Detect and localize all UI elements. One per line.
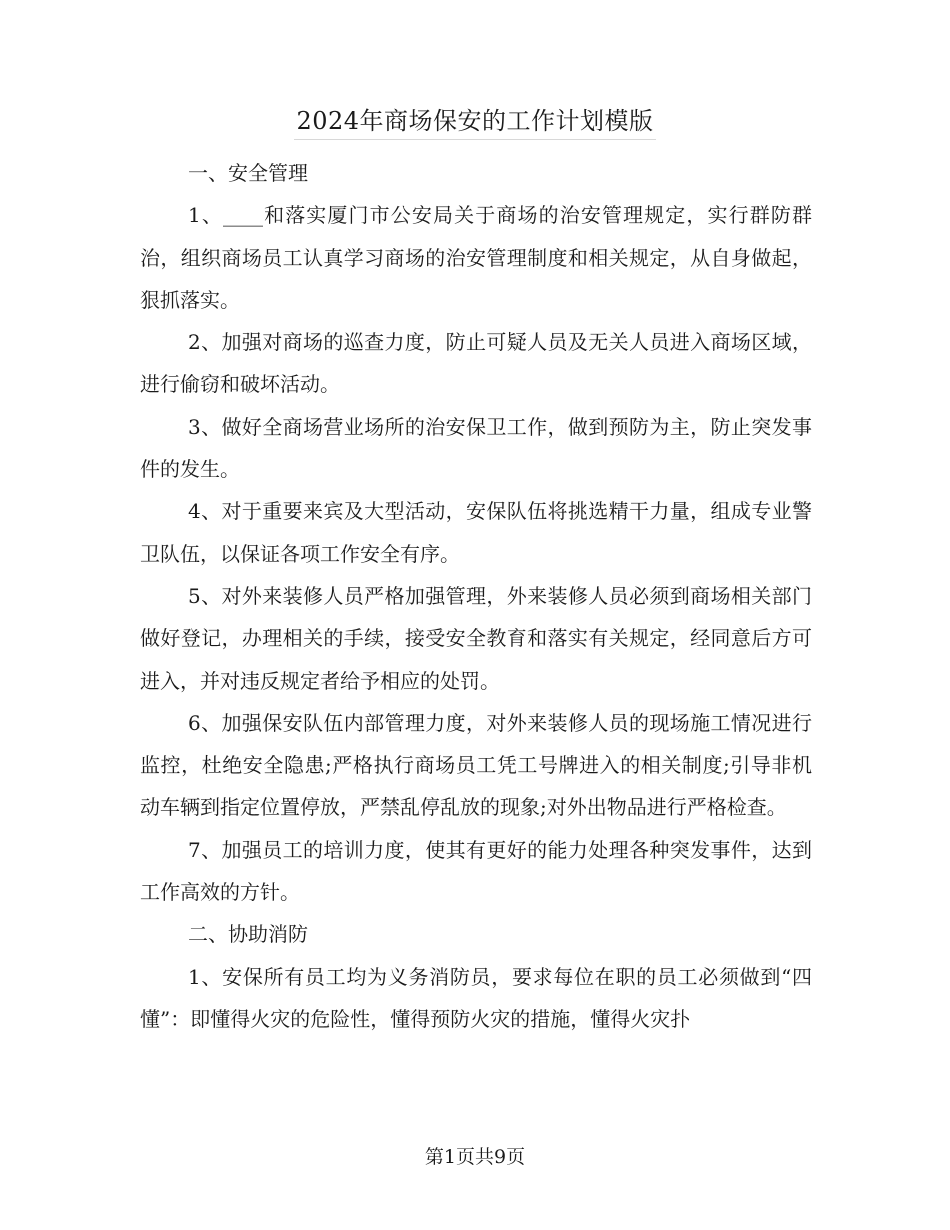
document-title-text: 2024年商场保安的工作计划模版 [294, 103, 655, 140]
paragraph-item-5: 5、对外来装修人员严格加强管理，外来装修人员必须到商场相关部门做好登记，办理相关的手续，接受安全教育和落实有关规定，经同意后方可进入，并对违反规定者给予相应的处罚。 [140, 583, 812, 693]
document-title [0, 103, 950, 140]
paragraph-item-7: 7、加强员工的培训力度，使其有更好的能力处理各种突发事件，达到工作高效的方针。 [140, 837, 812, 905]
paragraph-item-2: 2、加强对商场的巡查力度，防止可疑人员及无关人员进入商场区域，进行偷窃和破坏活动。 [140, 330, 812, 397]
paragraph-item-6: 6、加强保安队伍内部管理力度，对外来装修人员的现场施工情况进行监控，杜绝安全隐患;严格执行商场员工凭工号牌进入的相关制度;引导非机动车辆到指定位置停放，严禁乱停乱放的现象;对外出物品进行严格检查。 [140, 710, 812, 820]
section-heading-fire: 二、协助消防 [188, 922, 308, 947]
paragraph-fire-item-1: 1、安保所有员工均为义务消防员，要求每位在职的员工必须做到“四懂”：即懂得火灾的危险性，懂得预防火灾的措施，懂得火灾扑 [140, 964, 812, 1031]
page-number-footer: 第1页共9页 [424, 1146, 526, 1168]
section-heading-security: 一、安全管理 [188, 161, 308, 185]
document-body [140, 152, 812, 1040]
paragraph-item-1: 1、____和落实厦门市公安局关于商场的治安管理规定，实行群防群治，组织商场员工认真学习商场的治安管理制度和相关规定，从自身做起，狠抓落实。 [140, 203, 812, 312]
paragraph-item-3: 3、做好全商场营业场所的治安保卫工作，做到预防为主，防止突发事件的发生。 [140, 414, 812, 482]
paragraph-item-4: 4、对于重要来宾及大型活动，安保队伍将挑选精干力量，组成专业警卫队伍，以保证各项工作安全有序。 [140, 499, 812, 566]
